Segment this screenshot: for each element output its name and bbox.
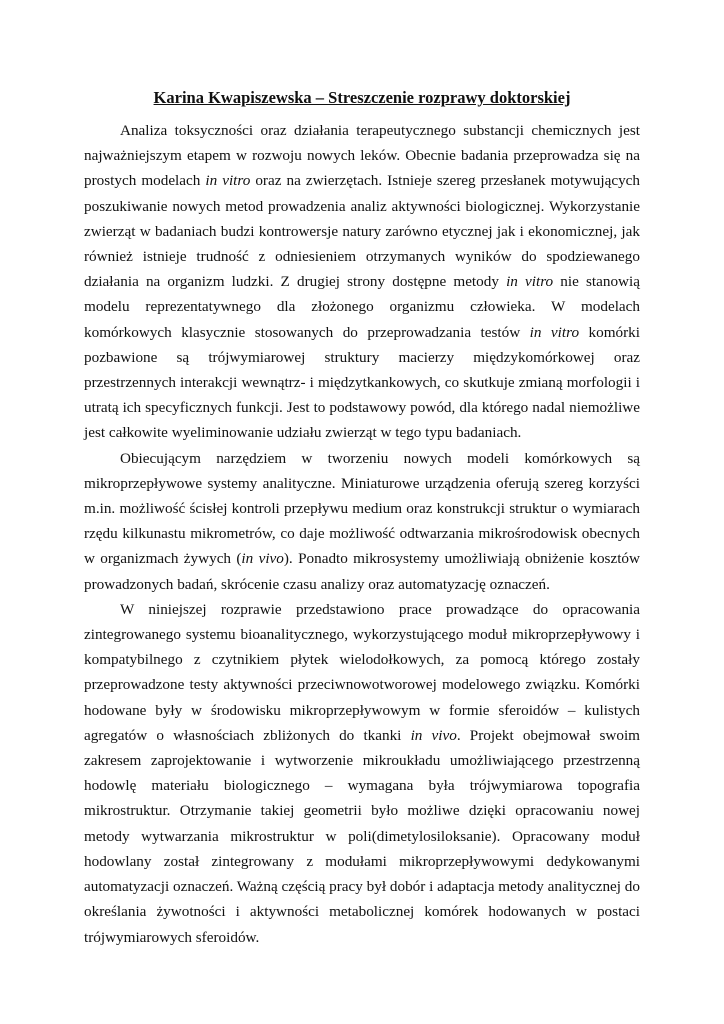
paragraph-2 [84,446,640,597]
italic-term: in vitro [506,273,554,291]
text-run: W niniejszej rozprawie przedstawiono prace prowadzące do opracowania zintegrowanego systemu bioanalitycznego, wykorzystującego moduł mikroprzepływowy i kompatybilnego z czytnikiem płytek wielodołkowych, za pomocą którego zostały przeprowadzone testy aktywności przeciwnowotworowej modelowego związku. Komórki hodowane były w środowisku mikroprzepływowym w formie sferoidów – kulistych agregatów o własnościach zbliżonych do tkanki [84,600,640,744]
document-title: Karina Kwapiszewska – Streszczenie rozprawy doktorskiej [153,88,571,107]
document-body [84,88,640,950]
text-run: ). Ponadto mikrosystemy umożliwiają obniżenie kosztów prowadzonych badań, skrócenie czasu analizy oraz automatyzację oznaczeń. [84,550,640,593]
text-run: oraz na zwierzętach. Istnieje szereg przesłanek motywujących poszukiwanie nowych metod prowadzenia analiz aktywności biologicznej. Wykorzystanie zwierząt w badaniach budzi kontrowersje natury zarówno etycznej jak i ekonomicznej, jak również istnieje trudność z odniesieniem otrzymanych wyników do spodziewanego działania na organizm ludzki. Z drugiej strony dostępne metody [84,172,641,291]
text-run: komórki pozbawione są trójwymiarowej struktury macierzy międzykomórkowej oraz przestrzennych interakcji wewnątrz- i międzytkankowych, co skutkuje zmianą morfologii i utratą ich specyficznych funkcji. Jest to podstawowy powód, dla którego nadal niemożliwe jest całkowite wyeliminowanie udziału zwierząt w tego typu badaniach. [84,323,640,442]
text-run: Analiza toksyczności oraz działania terapeutycznego substancji chemicznych jest najważniejszym etapem w rozwoju nowych leków. Obecnie badania przeprowadza się na prostych modelach [84,122,640,190]
italic-term: in vivo [241,550,284,568]
text-run: . Projekt obejmował swoim zakresem zaprojektowanie i wytworzenie mikroukładu umożliwiającego przestrzenną hodowlę materiału biologicznego – wymagana była trójwymiarowa topografia mikrostruktur. Otrzymanie takiej geometrii było możliwe dzięki opracowaniu nowej metody wytwarzania mikrostruktur w poli(dimetylosiloksanie). Opracowany moduł hodowlany został zintegrowany z modułami mikroprzepływowymi dedykowanymi automatyzacji oznaczeń. Ważną częścią pracy był dobór i adaptacja metody analitycznej do określania żywotności i aktywności metabolicznej komórek hodowanych w postaci trójwymiarowych sferoidów. [84,726,640,946]
italic-term: in vitro [205,172,251,190]
text-run: Obiecującym narzędziem w tworzeniu nowych modeli komórkowych są mikroprzepływowe systemy analityczne. Miniaturowe urządzenia oferują szereg korzyści m.in. możliwość ścisłej kontroli przepływu medium oraz konstrukcji struktur o wymiarach rzędu kilkunastu mikrometrów, co daje możliwość odtwarzania mikrośrodowisk obecnych w organizmach żywych ( [84,449,640,568]
text-run: nie stanowią modelu reprezentatywnego dla złożonego organizmu człowieka. W modelach komórkowych klasycznie stosowanych do przeprowadzania testów [84,273,640,341]
italic-term: in vitro [529,323,580,341]
italic-term: in vivo [410,726,457,744]
paragraph-3 [84,597,640,950]
paragraph-1 [84,118,640,446]
